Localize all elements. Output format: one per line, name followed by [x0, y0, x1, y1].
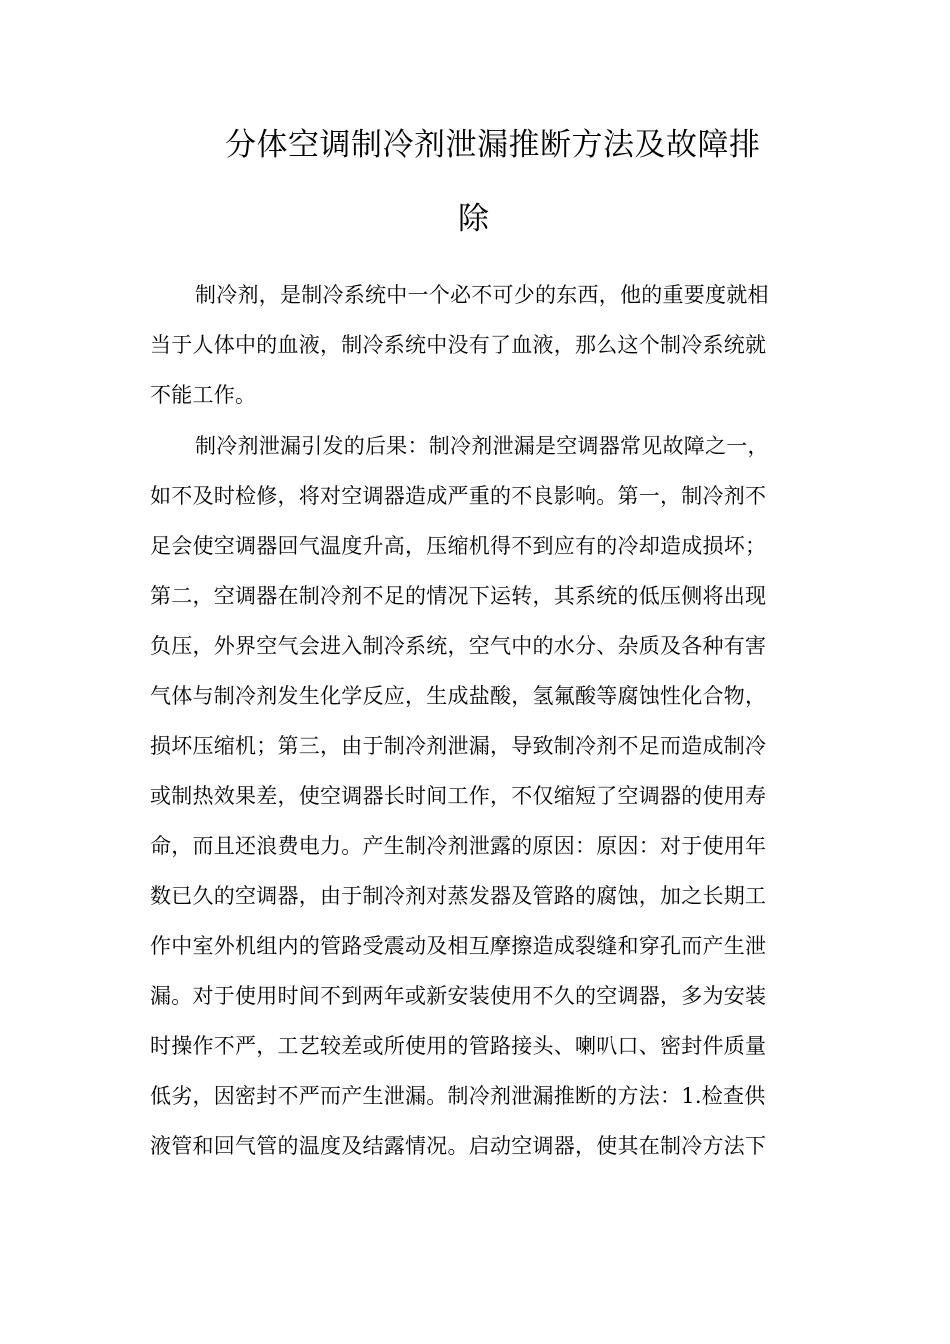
- paragraph-line: 命，而且还浪费电力。产生制冷剂泄露的原因：原因：对于使用年: [150, 834, 767, 858]
- paragraph-line: 如不及时检修，将对空调器造成严重的不良影响。第一，制冷剂不: [150, 484, 767, 508]
- paragraph-line: 时操作不严，工艺较差或所使用的管路接头、喇叭口、密封件质量: [150, 1034, 767, 1058]
- paragraph-line: 制冷剂泄漏引发的后果：制冷剂泄漏是空调器常见故障之一，: [195, 434, 769, 458]
- paragraph-line: 足会使空调器回气温度升高，压缩机得不到应有的冷却造成损坏；: [150, 534, 767, 558]
- document-title-line-2: 除: [458, 201, 490, 237]
- paragraph-line: 气体与制冷剂发生化学反应，生成盐酸，氢氟酸等腐蚀性化合物，: [150, 684, 767, 708]
- paragraph-line: 或制热效果差，使空调器长时间工作，不仅缩短了空调器的使用寿: [150, 784, 767, 808]
- paragraph-line: 当于人体中的血液，制冷系统中没有了血液，那么这个制冷系统就: [150, 333, 767, 357]
- paragraph-line: 第二，空调器在制冷剂不足的情况下运转，其系统的低压侧将出现: [150, 584, 767, 608]
- paragraph-line: 低劣，因密封不严而产生泄漏。制冷剂泄漏推断的方法：1.检查供: [150, 1084, 766, 1108]
- document-title-line-1: 分体空调制冷剂泄漏推断方法及故障排: [225, 127, 761, 163]
- paragraph-line: 液管和回气管的温度及结露情况。启动空调器，使其在制冷方法下: [150, 1134, 767, 1158]
- paragraph-line: 作中室外机组内的管路受震动及相互摩擦造成裂缝和穿孔而产生泄: [150, 934, 767, 958]
- paragraph-line: 损坏压缩机；第三，由于制冷剂泄漏，导致制冷剂不足而造成制冷: [150, 734, 767, 758]
- paragraph-line: 漏。对于使用时间不到两年或新安装使用不久的空调器，多为安装: [150, 984, 767, 1008]
- paragraph-line: 不能工作。: [150, 383, 257, 407]
- paragraph-line: 制冷剂，是制冷系统中一个必不可少的东西，他的重要度就相: [195, 283, 769, 307]
- paragraph-line: 负压，外界空气会进入制冷系统，空气中的水分、杂质及各种有害: [150, 634, 767, 658]
- paragraph-line: 数已久的空调器，由于制冷剂对蒸发器及管路的腐蚀，加之长期工: [150, 884, 767, 908]
